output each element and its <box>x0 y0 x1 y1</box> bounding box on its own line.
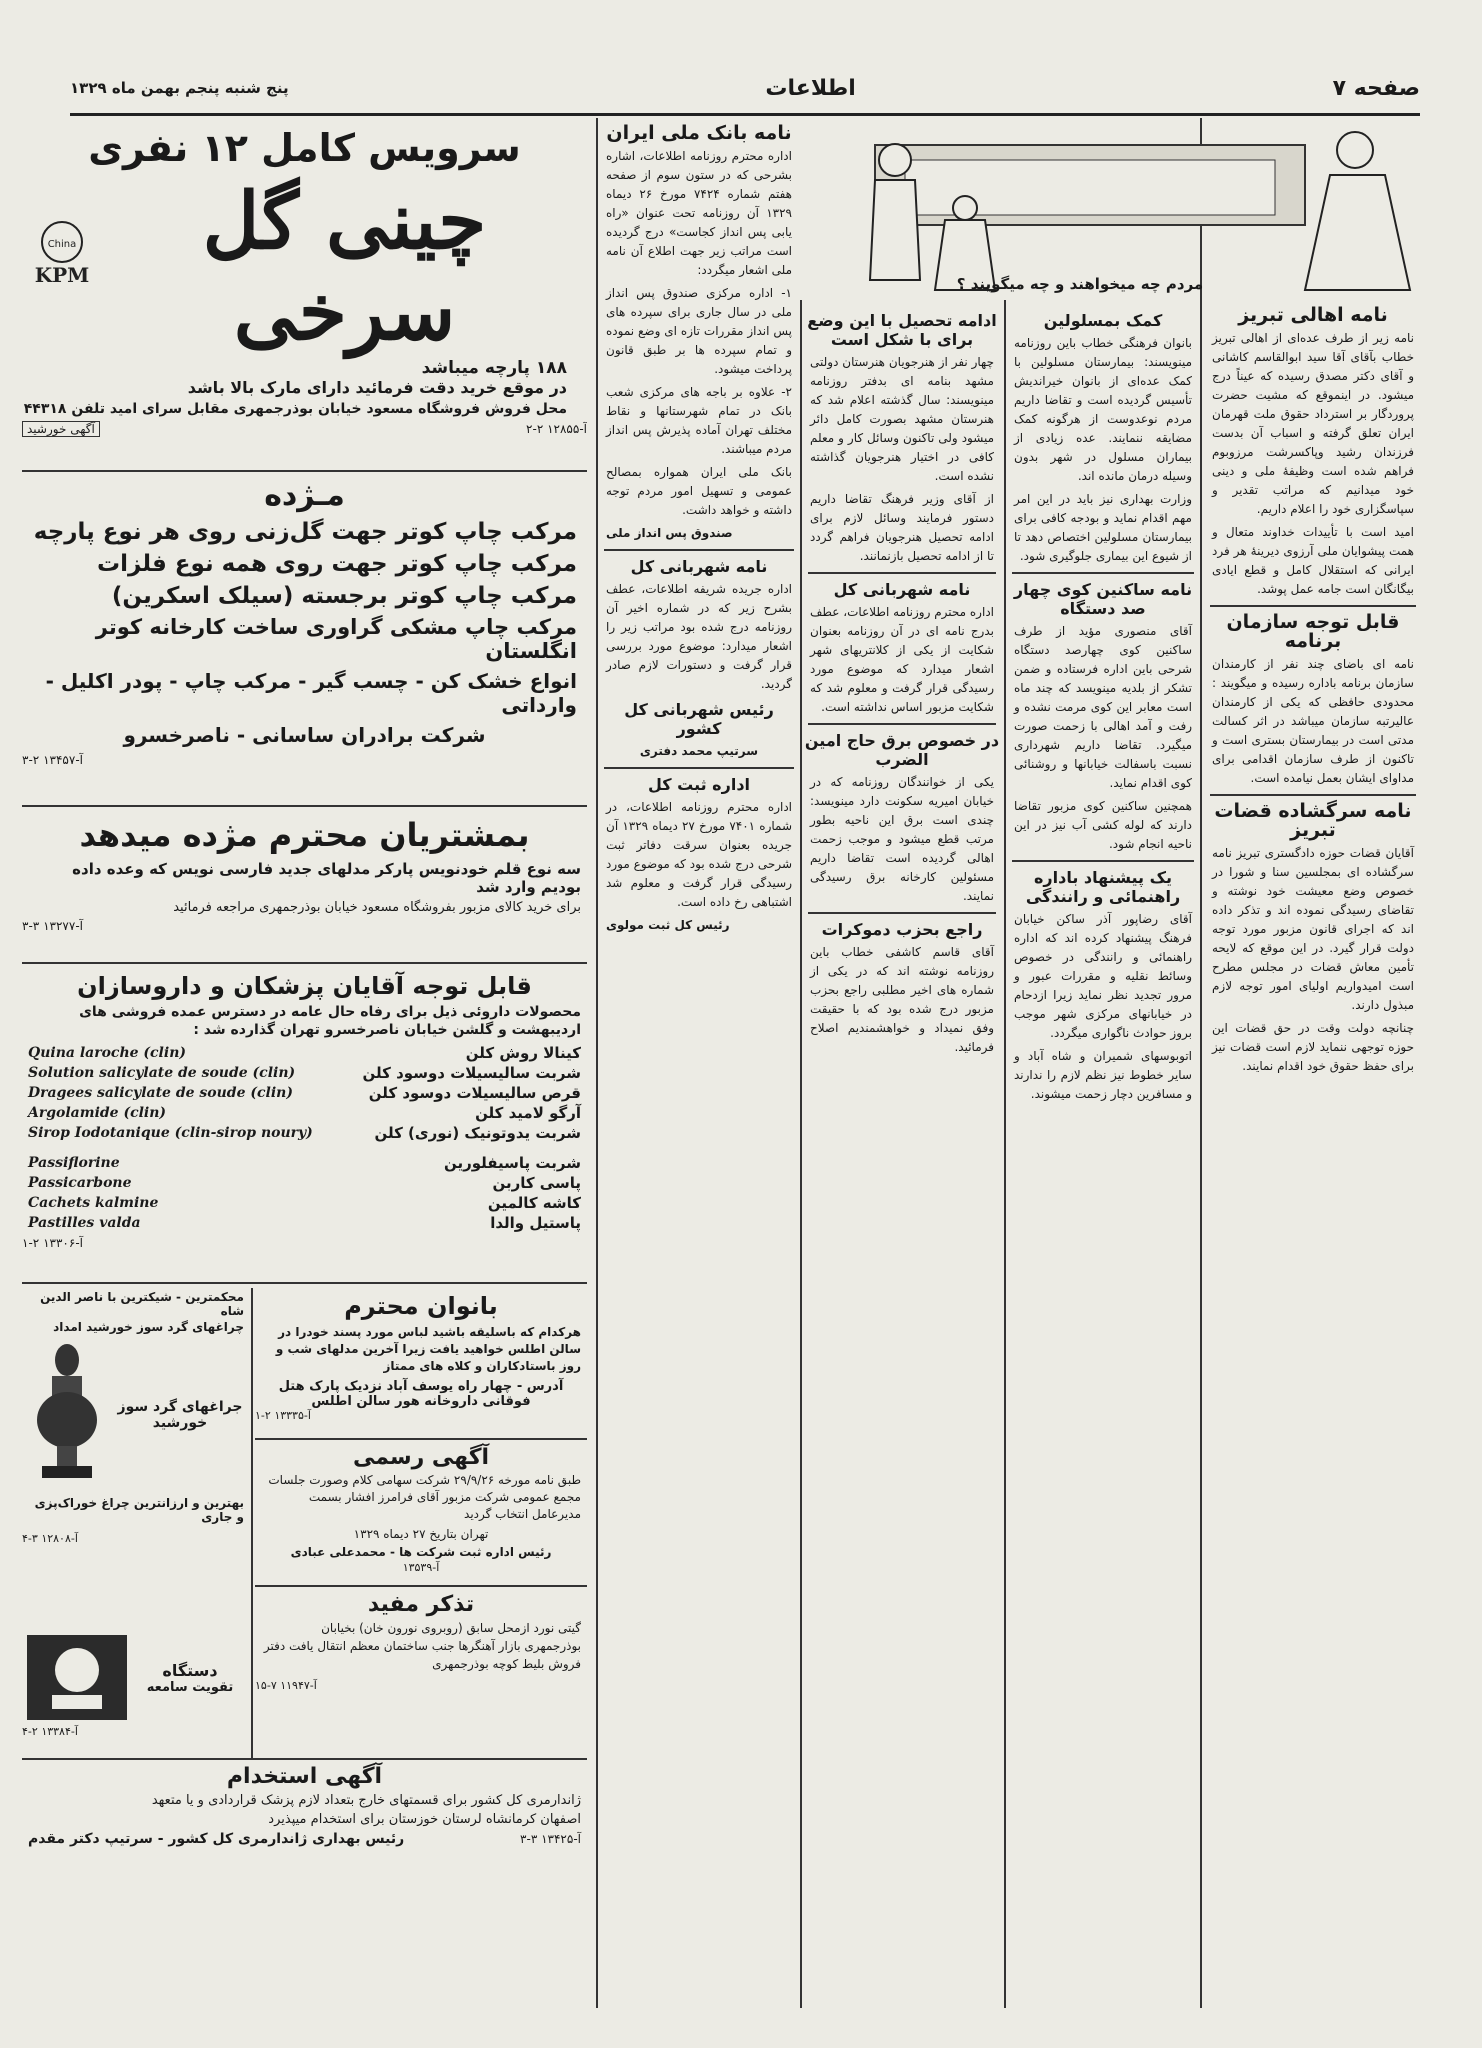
headline: قابل توجه سازمان برنامه <box>1226 611 1400 652</box>
ad-title: جراغهای گرد سوز خورشید <box>117 1399 243 1431</box>
article-text: از آقای وزیر فرهنگ تقاضا داریم دستور فرمایند وسائل لازم برای ادامه تحصیل هنرجویان فراهم گردد تا از ادامه تحصیل بازنمانند. <box>810 492 994 563</box>
column-divider <box>1200 118 1202 2008</box>
ad-tag: آگهی خورشید <box>22 421 100 437</box>
drug-name-fa: پاستیل والدا <box>490 1214 581 1232</box>
ad-code: آ-۱۳۳۰۶ ۲-۱ <box>22 1236 83 1250</box>
ad-code: آ-۱۱۹۴۷ ۷-۱۵ <box>255 1679 317 1692</box>
page-header <box>70 66 1420 110</box>
drug-name-en: Dragees salicylate de soude (clin) <box>28 1085 293 1101</box>
ad-pharma <box>22 968 587 1280</box>
column-divider <box>1004 300 1006 2008</box>
drug-item <box>28 1154 581 1172</box>
ad-title: تذکر مفید <box>367 1592 475 1617</box>
article-text: اداره جریده شریفه اطلاعات، عطف بشرح زیر که در شماره اخیر آن روزنامه درج شده بود مراتب زیر را اشعار میدارد: موضوع مورد بررسی قرار گرفت و دستورات لازم صادر گردید. <box>606 582 792 691</box>
ad-code: آ-۱۲۸۵۵ ۲-۲ <box>526 422 587 436</box>
ad-line: محصولات داروئی ذیل برای رفاه حال عامه در دسترس عمده فروشی های <box>79 1004 581 1020</box>
headline: نامه اهالی تبریز <box>1238 304 1388 326</box>
headline: نامه ساکنین کوی چهار صد دستگاه <box>1013 580 1193 618</box>
ad-line: فوقانی داروخانه هور سالن اطلس <box>311 1394 531 1409</box>
headline: اداره ثبت کل <box>647 775 751 794</box>
divider <box>22 962 587 964</box>
ad-brand: چینی گل سرخی <box>202 176 487 358</box>
ad-code: آ-۱۳۴۲۵ ۳-۳ <box>520 1832 581 1846</box>
article-text: نامه زیر از طرف عده‌ای از اهالی تبریز خطاب بآقای آقا سید ابوالقاسم کاشانی و آقای دکتر مصدق رسیده که عیناً درج میشود. در اینموقع که مشیت حضرت پروردگار بر استرداد حقوق ملت قهرمان ایران تعلق گرفته و اسباب آن بدست فرزندان رشید وپاکسرشت مرزوبوم فراهم شده است وظیفهٔ ملی و دینی خود میدانیم که مراتب تقدیر و سپاسگزاری خود را اعلام داریم. <box>1212 331 1414 516</box>
divider <box>808 723 996 725</box>
ad-line: سه نوع قلم خودنویس پارکر مدلهای جدید فارسی نویس که وعده داده بودیم وارد شد <box>72 860 581 896</box>
divider <box>604 549 794 551</box>
drug-name-fa: آرگو لامید کلن <box>475 1104 581 1122</box>
article-text: آقایان قضات حوزه دادگستری تبریز نامه سرگشاده ای بمجلسین سنا و شورا در خصوص وضع معیشت خود نوشته و تقاضای رسیدگی نموده اند و تذکر داده اند که اجرای قانون مزبور مورد توجه دولت قرار گیرد. در این موقع که لایحه تأمین معاش قضات در مجلس مطرح است امیدواریم اولیای امور توجه لازم مبذول دارند. <box>1212 846 1414 1012</box>
divider <box>808 572 996 574</box>
ad-line: چراغهای گرد سوز خورشید امداد <box>53 1320 244 1334</box>
drug-name-en: Argolamide (clin) <box>28 1105 167 1121</box>
signature: سرتیپ محمد دفتری <box>639 744 759 758</box>
ad-line: طبق نامه مورخه ۲۹/۹/۲۶ شرکت سهامی کلام وصورت جلسات مجمع عمومی شرکت مزبور آقای فرامرز افشار بسمت مدیرعامل انتخاب گردید <box>268 1473 581 1521</box>
drug-item <box>28 1064 581 1082</box>
article-text: چهار نفر از هنرجویان هنرستان دولتی مشهد بنامه ای بدفتر روزنامه مینویسند: سال گذشته اعلام شد که هنرستان مشهد بصورت کامل دائر میشود ولی تاکنون وسائل کار و معلم کافی در اختیار هنرجویان گذاشته نشده است. <box>810 355 994 483</box>
ad-china-set <box>22 120 587 465</box>
lamp-icon <box>22 1340 112 1490</box>
signature: رئیس کل ثبت مولوی <box>606 918 730 932</box>
issue-date: پنج شنبه پنجم بهمن ماه ۱۳۲۹ <box>70 79 289 97</box>
ad-code: آ-۱۳۳۳۵ ۲-۱ <box>255 1409 311 1422</box>
ad-line: اصفهان کرمانشاه لرستان خوزستان برای استخدام میپذیرد <box>268 1812 581 1827</box>
divider <box>1210 605 1416 607</box>
ad-line: رئیس بهداری ژاندارمری کل کشور - سرتیپ دکتر مقدم <box>28 1831 405 1847</box>
drug-name-en: Pastilles valda <box>28 1215 141 1231</box>
column-divider <box>800 300 802 2008</box>
ad-line: تهران بتاریخ ۲۷ دیماه ۱۳۲۹ <box>353 1527 489 1541</box>
ad-line: مرکب چاپ کوتر جهت روی همه نوع فلزات <box>97 551 577 577</box>
ad-title: قابل توجه آقایان پزشکان و داروسازان <box>77 972 532 1000</box>
ad-line: انواع خشک کن - چسب گیر - مرکب چاپ - پودر اکلیل - وارداتی <box>45 669 577 717</box>
headline: نامه شهربانی کل <box>630 557 768 576</box>
ad-line: آدرس - چهار راه یوسف آباد نزدیک پارک هتل <box>278 1379 564 1394</box>
article-text: امید است با تأییدات خداوند متعال و همت پیشوایان ملی آرزوی دیرینهٔ هر فرد ایرانی که استقلال کامل و قطع ایادی بیگانگان است جامه عمل پوشد. <box>1212 525 1414 596</box>
headline: یک پیشنهاد باداره راهنمائی و رانندگی <box>1025 868 1181 906</box>
people-cartoon-icon <box>835 120 1420 300</box>
drug-item <box>28 1174 581 1192</box>
article-text: اتوبوسهای شمیران و شاه آباد و سایر خطوط نیز نظم لازم را ندارند و مسافرین دچار زحمت میشوند. <box>1014 1049 1192 1101</box>
drug-name-fa: شربت سالیسیلات دوسود کلن <box>362 1064 581 1082</box>
drug-item <box>28 1044 581 1062</box>
ad-lamp <box>22 1288 248 1628</box>
headline: ادامه تحصیل با این وضع برای با شکل است <box>807 311 997 349</box>
svg-text:China: China <box>47 239 77 250</box>
divider <box>808 912 996 914</box>
ad-reminder <box>255 1590 587 1755</box>
headline: نامه سرگشاده قضات تبریز <box>1214 800 1412 841</box>
drug-name-fa: قرص سالیسیلات دوسود کلن <box>368 1084 581 1102</box>
divider <box>1210 794 1416 796</box>
divider <box>1012 860 1194 862</box>
hearing-aid-icon <box>22 1630 132 1725</box>
drug-name-en: Cachets kalmine <box>28 1195 159 1211</box>
drug-name-fa: شربت پاسیفلورین <box>443 1154 581 1172</box>
ad-title: سرویس کامل ۱۲ نفری <box>88 126 521 170</box>
divider <box>255 1585 587 1587</box>
drug-name-fa: کینالا روش کلن <box>465 1044 581 1062</box>
column-4 <box>600 118 798 2008</box>
article-text: آقای قاسم کاشفی خطاب باین روزنامه نوشته اند که در یکی از شماره های اخیر مطلبی راجع بحزب مزبور درج شده بود که با حقیقت وفق نمیداد و خواهشمندیم اصلاح فرمائید. <box>810 945 994 1054</box>
article-text: نامه ای باضای چند نفر از کارمندان سازمان برنامه باداره رسیده و میگویند : محدودی حافظی که یکی از کارمندان عالیرتبه سازمان میباشد در اثر کسالت مدتی است در بیمارستان بستری است و تاکنون از طرف سازمان اقدامی برای مداوای ایشان بعمل نیامده است. <box>1212 657 1414 785</box>
drug-name-en: Quina laroche (clin) <box>28 1045 186 1061</box>
headline: نامه بانک ملی ایران <box>606 122 792 144</box>
signature: صندوق پس انداز ملی <box>606 526 733 540</box>
drug-name-en: Solution salicylate de soude (clin) <box>28 1065 296 1081</box>
drug-list <box>22 1044 587 1142</box>
drug-name-fa: کاشه کالمین <box>487 1194 581 1212</box>
ad-parker-pens <box>22 810 587 960</box>
divider <box>604 767 794 769</box>
ad-code: آ-۱۲۸۰۸ ۳-۴ <box>22 1532 78 1545</box>
drug-item <box>28 1084 581 1102</box>
kpm-logo <box>22 220 102 314</box>
ad-line: گیتی نورد ازمحل سابق (روبروی نورون خان) بخیابان بوذرجمهری بازار آهنگرها جنب ساختمان معظم انتقال یافت دفتر فروش بلیط کوچه بوذرجمهری <box>263 1621 581 1671</box>
ad-line: بهترین و ارزانترین چراغ خوراک‌پزی و جاری <box>34 1496 244 1524</box>
article-text: اداره محترم روزنامه اطلاعات، در شماره ۷۴۰۱ مورخ ۲۷ دیماه ۱۳۲۹ آن جریده بعنوان سرقت دفاتر ثبت شرحی درج شده بود که موضوع مورد رسیدگی قرار گرفت و معلوم شد اشتباهی رخ داده است. <box>606 800 793 909</box>
article-text: بانک ملی ایران همواره بمصالح عمومی و تسهیل امور مردم توجه داشته و خواهد داشت. <box>606 465 792 517</box>
drug-item <box>28 1214 581 1232</box>
ad-employment <box>22 1762 587 1912</box>
headline: کمک بمسلولین <box>1043 311 1163 330</box>
ad-line: اردیبهشت و گلشن خیابان ناصرخسرو تهران گذارده شد : <box>193 1022 581 1038</box>
ad-line: ژاندارمری کل کشور برای قسمتهای خارج بتعداد لازم پزشک قراردادی و یا متعهد <box>151 1793 581 1808</box>
column-1 <box>1206 300 1420 2008</box>
headline: راجع بحزب دموکرات <box>821 920 983 939</box>
page-number: صفحه ۷ <box>1332 75 1420 101</box>
ad-text: در موقع خرید دقت فرمائید دارای مارک بالا باشد <box>187 378 567 397</box>
kpm-logo-icon <box>27 220 97 310</box>
drug-item <box>28 1104 581 1122</box>
drug-list <box>22 1154 587 1232</box>
column-2 <box>1008 305 1198 2008</box>
article-text: آقای منصوری مؤید از طرف ساکنین کوی چهارصد دستگاه شرحی باین اداره فرستاده و ضمن تشکر از بلدیه مینویسد که چند ماه است معابر این کوی مرمت نشده و رفت و آمد اهالی با زحمت صورت میگیرد. تقاضا داریم شهرداری نسبت باسفالت خیابانها و روشنائی کوی اقدام نماید. <box>1014 624 1192 790</box>
newspaper-name: اطلاعات <box>765 75 856 101</box>
ad-code: آ-۱۳۲۷۷ ۳-۳ <box>22 919 83 933</box>
headline: در خصوص برق حاج امین الضرب <box>804 731 1000 769</box>
ad-code: آ-۱۳۵۳۹ <box>402 1561 440 1574</box>
article-text: چنانچه دولت وقت در حق قضات این حوزه توجهی ننماید لازم است قضات نیز برای حفظ حقوق خود اقدام نمایند. <box>1212 1021 1414 1073</box>
ad-title: آگهی استخدام <box>226 1764 383 1789</box>
divider <box>255 1438 587 1440</box>
drug-name-en: Passicarbone <box>28 1175 132 1191</box>
divider <box>22 805 587 807</box>
drug-item <box>28 1124 581 1142</box>
article-text: ۲- علاوه بر باجه های مرکزی شعب بانک در تمام شهرستانها و نقاط مختلف تهران آماده پذیرش پس انداز مردم میباشند. <box>606 385 792 456</box>
ad-official-notice <box>255 1443 587 1583</box>
cartoon-illustration <box>835 120 1420 300</box>
ad-line: محکمترین - شیکترین با ناصر الدین شاه <box>40 1290 244 1318</box>
svg-text:KPM: KPM <box>34 263 90 287</box>
drug-name-en: Passiflorine <box>28 1155 120 1171</box>
drug-name-en: Sirop Iodotanique (clin-sirop noury) <box>28 1125 313 1141</box>
ad-line: رئیس اداره ثبت شرکت ها - محمدعلی عبادی <box>290 1545 552 1559</box>
header-rule <box>70 113 1420 116</box>
headline: رئیس شهربانی کل کشور <box>624 700 774 738</box>
drug-name-fa: پاسی کاربن <box>492 1174 581 1192</box>
divider <box>22 470 587 472</box>
article-text: همچنین ساکنین کوی مزبور تقاضا دارند که لوله کشی آب نیز در این ناحیه انجام شود. <box>1014 799 1192 851</box>
drug-item <box>28 1194 581 1212</box>
ad-line: مرکب چاپ کوتر جهت گل‌زنی روی هر نوع پارچه <box>33 519 577 545</box>
ad-line: مرکب چاپ کوتر برجسته (سیلک اسکرین) <box>111 583 577 609</box>
column-divider <box>596 118 598 2008</box>
ad-line: تقویت سامعه <box>146 1679 234 1695</box>
article-text: اداره محترم روزنامه اطلاعات، عطف بدرج نامه ای در آن روزنامه بعنوان شکایت از یکی از کلانتریهای شهر اشعار میدارد که موضوع مورد رسیدگی قرار گرفت و معلوم شد که شکایت مزبور اساس نداشته است. <box>810 605 994 714</box>
article-text: بانوان فرهنگی خطاب باین روزنامه مینویسند: بیمارستان مسلولین با کمک عده‌ای از بانوان خیراندیش تأسیس گردیده است و تقاضا داریم مردم نوعدوست از هرگونه کمک مضایقه ننمایند. عده زیادی از بیماران مسلول در شهر بدون وسیله درمان مانده اند. <box>1014 336 1192 483</box>
ad-printing-ink <box>22 478 587 800</box>
ad-title: مـژده <box>264 478 345 513</box>
ad-line: مرکب چاپ مشکی گراوری ساخت کارخانه کوتر انگلستان <box>95 615 577 663</box>
divider <box>22 1282 587 1284</box>
ad-atlas-salon <box>255 1288 587 1436</box>
article-text: آقای رضاپور آذر ساکن خیابان فرهنگ پیشنهاد کرده اند که اداره راهنمائی و رانندگی در خصوص وسائط نقلیه و مقررات عبور و مرور تجدید نظر نماید زیرا ازدحام در خیابانهای مرکزی شهر موجب بروز حوادث ناگواری میگردد. <box>1014 912 1192 1040</box>
headline: نامه شهربانی کل <box>833 580 971 599</box>
ad-title: بانوان محترم <box>344 1292 498 1320</box>
ad-line: هرکدام که باسلیقه باشید لباس مورد پسند خودرا در سالن اطلس خواهید یافت زیرا آخرین مدلهای شب و روز باستادکاران و کلاه های ممتاز <box>275 1325 581 1373</box>
article-text: ۱- اداره مرکزی صندوق پس انداز ملی در سال جاری برای سپرده های پس انداز مقررات تازه ای وضع نموده و تمام سپرده ها بر طبق قانون پرداخت میشود. <box>606 286 792 376</box>
column-3 <box>804 305 1000 2008</box>
ad-line: برای خرید کالای مزبور بفروشگاه مسعود خیابان بوذرجمهری مراجعه فرمائید <box>173 900 581 915</box>
drug-name-fa: شربت یدوتونیک (نوری) کلن <box>374 1124 581 1142</box>
divider <box>1012 572 1194 574</box>
divider <box>251 1288 253 1758</box>
ad-line: شرکت برادران ساسانی - ناصرخسرو <box>123 723 486 747</box>
ad-code: آ-۱۳۳۸۴ ۲-۴ <box>22 1725 78 1738</box>
article-text: وزارت بهداری نیز باید در این امر مهم اقدام نماید و بودجه کافی برای بیمارستان مسلولین اختصاص دهد تا از شیوع این بیماری جلوگیری شود. <box>1014 492 1192 563</box>
article-text: یکی از خوانندگان روزنامه که در خیابان امیریه سکونت دارد مینویسد: چندی است برق این ناحیه بطور مرتب قطع میشود و موجب زحمت اهالی گردیده است تقاضا داریم مسئولین کارخانه برق رسیدگی نمایند. <box>810 775 994 903</box>
article-text: اداره محترم روزنامه اطلاعات، اشاره بشرحی که در ستون سوم از صفحه هفتم شماره ۷۴۲۴ مورخ ۲۶ دیماه ۱۳۲۹ آن روزنامه تحت عنوان «راه یابی پس انداز کجاست» درج گردیده است مراتب زیر جهت اطلاع آن نامه ملی اشعار میگردد: <box>606 149 792 277</box>
ad-title: بمشتریان محترم مژده میدهد <box>79 816 530 854</box>
illustration-caption: مردم چه میخواهند و چه میگویند ؟ <box>956 275 1204 293</box>
divider <box>22 1758 587 1760</box>
ad-hearing-device <box>22 1630 248 1755</box>
ad-code: آ-۱۳۴۵۷ ۲-۳ <box>22 753 83 767</box>
ad-title: آگهی رسمی <box>352 1445 490 1470</box>
ad-text: محل فروش فروشگاه مسعود خیابان بوذرجمهری مقابل سرای امید تلفن ۴۴۳۱۸ <box>23 401 567 417</box>
ad-title: دستگاه <box>162 1660 218 1680</box>
ad-text: ۱۸۸ پارچه میباشد <box>421 358 567 378</box>
